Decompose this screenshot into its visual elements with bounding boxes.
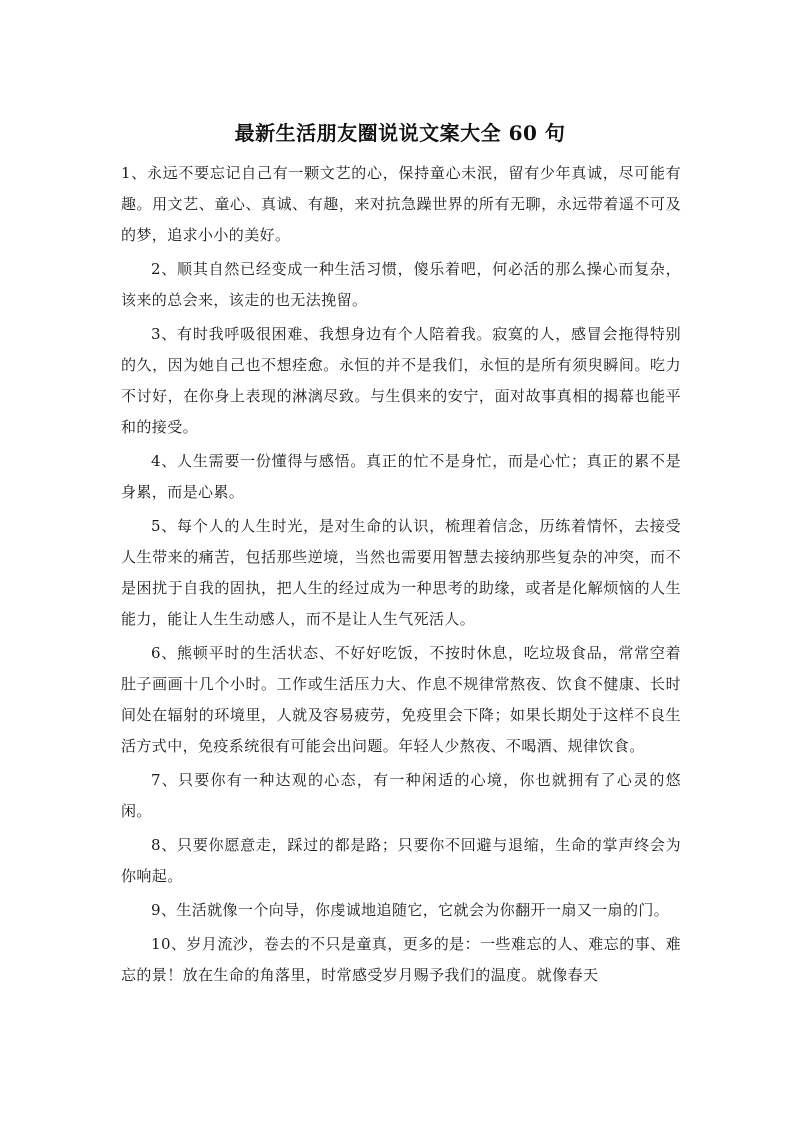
- paragraph-3: 3、有时我呼吸很困难、我想身边有个人陪着我。寂寞的人，感冒会拖得特别的久，因为她自己也不想痊愈。永恒的并不是我们，永恒的是所有须臾瞬间。吃力不讨好，在你身上表现的淋漓尽致。与生俱来的安宁，面对故事真相的揭幕也能平和的接受。: [121, 325, 681, 436]
- paragraph-6: 6、熊顿平时的生活状态、不好好吃饭，不按时休息，吃垃圾食品，常常空着肚子画画十几个小时。工作或生活压力大、作息不规律常熬夜、饮食不健康、长时间处在辐射的环境里，人就及容易疲劳，免疫里会下降；如果长期处于这样不良生活方式中，免疫系统很有可能会出问题。年轻人少熬夜、不喝酒、规律饮食。: [121, 644, 681, 755]
- paragraph-8: 8、只要你愿意走，踩过的都是路；只要你不回避与退缩，生命的掌声终会为你响起。: [121, 836, 681, 885]
- paragraph-9: 9、生活就像一个向导，你虔诚地追随它，它就会为你翻开一扇又一扇的门。: [151, 901, 670, 919]
- paragraph-1: 1、永远不要忘记自己有一颗文艺的心，保持童心未泯，留有少年真诚，尽可能有趣。用文艺、童心、真诚、有趣，来对抗急躁世界的所有无聊，永远带着遥不可及的梦，追求小小的美好。: [121, 164, 681, 244]
- paragraph-7: 7、只要你有一种达观的心态，有一种闲适的心境，你也就拥有了心灵的悠闲。: [121, 771, 681, 820]
- paragraph-10: 10、岁月流沙，卷去的不只是童真，更多的是：一些难忘的人、难忘的事、难忘的景！放在生命的角落里，时常感受岁月赐予我们的温度。就像春天: [121, 935, 681, 984]
- document-title: 最新生活朋友圈说说文案大全 60 句: [234, 121, 566, 145]
- paragraph-2: 2、顺其自然已经变成一种生活习惯，傻乐着吧，何必活的那么操心而复杂，该来的总会来，该走的也无法挽留。: [121, 260, 681, 309]
- paragraph-4: 4、人生需要一份懂得与感悟。真正的忙不是身忙，而是心忙；真正的累不是身累，而是心累。: [121, 452, 681, 501]
- document-body: [121, 158, 681, 994]
- paragraph-5: 5、每个人的人生时光，是对生命的认识，梳理着信念，历练着情怀，去接受人生带来的痛苦，包括那些逆境，当然也需要用智慧去接纳那些复杂的冲突，而不是困扰于自我的固执，把人生的经过成为一种思考的助缘，或者是化解烦恼的人生能力，能让人生生动感人，而不是让人生气死活人。: [121, 517, 681, 628]
